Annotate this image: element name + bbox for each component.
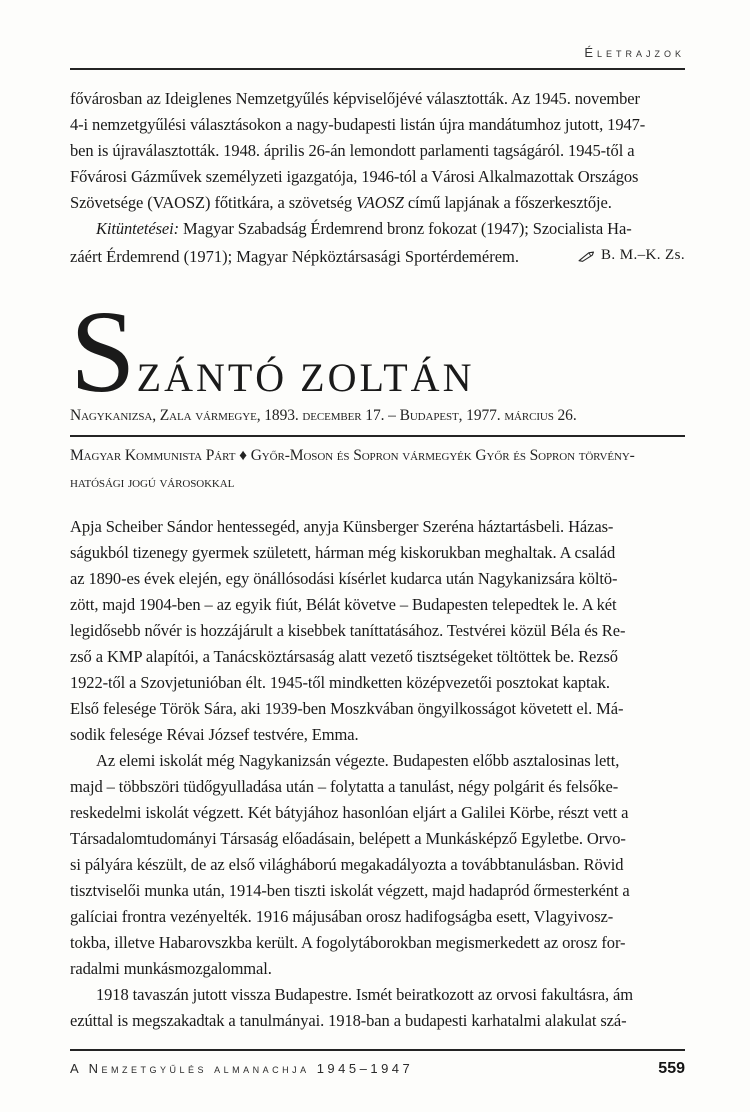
awards-last-line bbox=[70, 242, 685, 268]
entry-name-rest: ZÁNTÓ ZOLTÁN bbox=[136, 355, 475, 400]
text-line: si pályára készült, de az első világháború megakadályozta a továbbtanulásban. Rövid bbox=[70, 855, 624, 874]
awards-paragraph bbox=[70, 216, 685, 242]
text-line: 4-i nemzetgyűlési választásokon a nagy-budapesti listán újra mandátumhoz jutott, 1947- bbox=[70, 115, 646, 134]
author-signature bbox=[577, 242, 685, 268]
text-line: majd – többszöri tüdőgyulladása után – folytatta a tanulást, négy polgárit és felsőke- bbox=[70, 777, 619, 796]
text-line: fővárosban az Ideiglenes Nemzetgyűlés képviselőjévé választották. Az 1945. november bbox=[70, 89, 640, 108]
text-line: Az elemi iskolát még Nagykanizsán végezte. Budapesten előbb asztalosinas lett, bbox=[96, 751, 620, 770]
text-line: Szövetsége (VAOSZ) főtitkára, a szövetség VAOSZ című lapjának a főszerkesztője. bbox=[70, 193, 612, 212]
dropcap-initial: S bbox=[70, 286, 136, 417]
text-line: ben is újraválasztották. 1948. április 26-án lemondott parlamenti tagságáról. 1945-től a bbox=[70, 141, 635, 160]
text-line: tokba, illetve Habarovszkba került. A fogolytáborokban megismerkedett az orosz for- bbox=[70, 933, 626, 952]
text-line: tisztviselői munka után, 1914-ben tiszti iskolát végzett, majd hadapród őrmesterként a bbox=[70, 881, 630, 900]
continued-paragraph bbox=[70, 86, 685, 216]
text-line: reskedelmi iskolát végzett. Két bátyjához hasonlóan eljárt a Galilei Körbe, részt vett a bbox=[70, 803, 629, 822]
biography-text bbox=[70, 514, 685, 1034]
text-line: Kitüntetései: Magyar Szabadság Érdemrend bronz fokozat (1947); Szocialista Ha- bbox=[96, 219, 632, 238]
biography-entry bbox=[70, 286, 685, 1034]
text-line: Magyar Kommunista Párt ♦ Győr-Moson és Sopron vármegyék Győr és Sopron törvény- bbox=[70, 447, 635, 464]
text-line: 1918 tavaszán jutott vissza Budapestre. Ismét beiratkozott az orvosi fakultásra, ám bbox=[96, 985, 633, 1004]
text-line: zső a KMP alapítói, a Tanácsköztársaság alatt vezető tisztségeket töltöttek be. Rezső bbox=[70, 647, 618, 666]
text-line: Apja Scheiber Sándor hentessegéd, anyja Künsberger Szeréna háztartásbeli. Házas- bbox=[70, 517, 614, 536]
text-line: ezúttal is megszakadtak a tanulmányai. 1918-ban a budapesti karhatalmi alakulat szá- bbox=[70, 1011, 627, 1030]
book-title: A Nemzetgyűlés almanachja 1945–1947 bbox=[70, 1061, 414, 1076]
text-line: galíciai frontra vezényelték. 1916 májusában orosz hadifogságba esett, Vlagyivosz- bbox=[70, 907, 614, 926]
life-dates-text: Nagykanizsa, Zala vármegye, 1893. december 17. – Budapest, 1977. március 26. bbox=[70, 407, 577, 424]
page-footer bbox=[70, 1049, 685, 1078]
life-dates bbox=[70, 402, 685, 429]
text-line: Fővárosi Gázművek személyzeti igazgatója, 1946-tól a Városi Alkalmazottak Országos bbox=[70, 167, 639, 186]
text-line: legidősebb nővér is hozzájárult a kisebbek taníttatásához. Testvérei közül Béla és Re- bbox=[70, 621, 626, 640]
previous-entry-continuation bbox=[70, 86, 685, 268]
party-affiliation bbox=[70, 435, 685, 496]
text-line: radalmi munkásmozgalommal. bbox=[70, 959, 272, 978]
awards-text: záért Érdemrend (1971); Magyar Népköztársasági Sportérdemérem. bbox=[70, 246, 519, 266]
signature-initials: B. M.–K. Zs. bbox=[601, 247, 685, 263]
header-rule bbox=[70, 68, 685, 70]
writing-hand-icon bbox=[577, 250, 596, 263]
text-line: hatósági jogú városokkal bbox=[70, 474, 235, 491]
text-line: Társadalomtudományi Társaság előadásain, belépett a Munkásképző Egyletbe. Orvo- bbox=[70, 829, 626, 848]
text-line: ságukból tizenegy gyermek született, hárman még kiskorukban meghaltak. A család bbox=[70, 543, 616, 562]
page-number: 559 bbox=[658, 1060, 685, 1077]
text-line: zött, majd 1904-ben – az egyik fiút, Bélát követve – Budapesten telepedtek le. A két bbox=[70, 595, 617, 614]
text-line: az 1890-es évek elején, egy önállósodási kísérlet kudarca után Nagykanizsára költö- bbox=[70, 569, 618, 588]
text-line: 1922-től a Szovjetunióban élt. 1945-től mindketten középvezetői posztokat kaptak. bbox=[70, 673, 610, 692]
running-head: Életrajzok bbox=[584, 45, 685, 60]
text-line: sodik felesége Révai József testvére, Emma. bbox=[70, 725, 359, 744]
text-line: Első felesége Török Sára, aki 1939-ben Moszkvában öngyilkosságot követett el. Má- bbox=[70, 699, 624, 718]
page-header bbox=[70, 46, 685, 70]
